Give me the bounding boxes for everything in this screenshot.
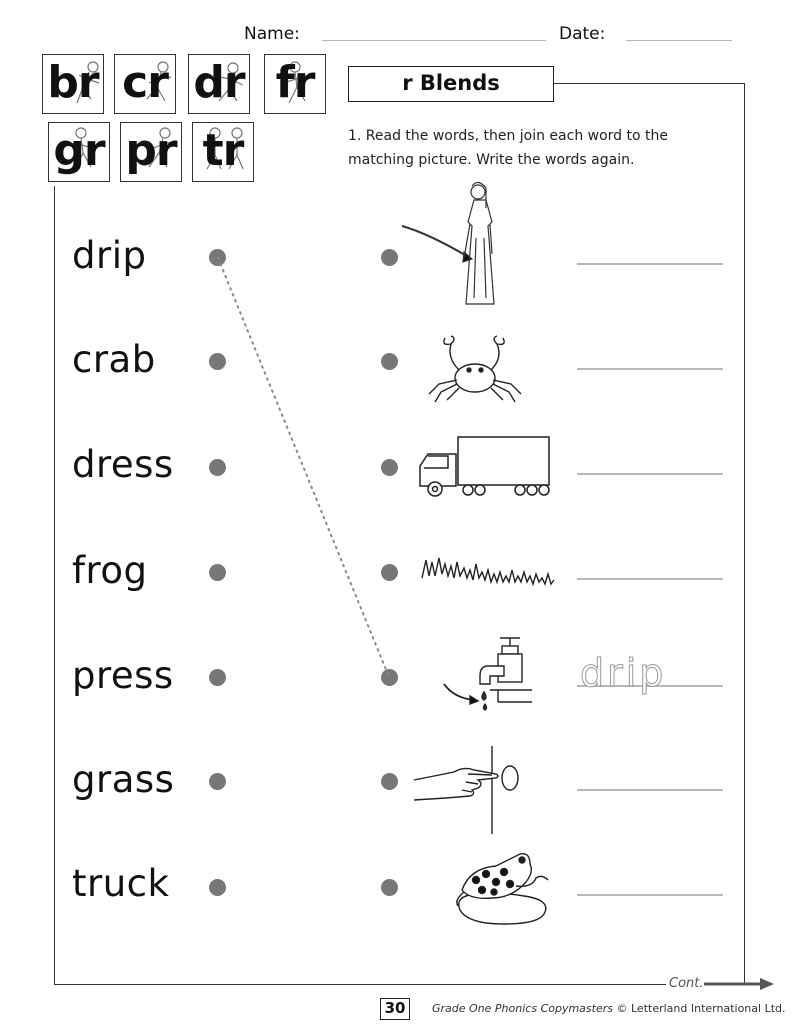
word-truck: truck xyxy=(72,862,170,905)
word-drip: drip xyxy=(72,234,147,277)
blend-letters: tr xyxy=(202,125,244,176)
dress-icon xyxy=(400,178,510,308)
press-finger-icon xyxy=(412,744,522,836)
book-title: Grade One Phonics Copymasters xyxy=(432,1002,613,1015)
traced-example-word: drip xyxy=(580,651,667,695)
blend-letters: br xyxy=(47,57,99,108)
write-line[interactable] xyxy=(577,578,723,580)
frog-icon xyxy=(452,848,554,928)
word-crab: crab xyxy=(72,338,156,381)
blend-tile-cr xyxy=(114,54,176,114)
blend-tile-gr xyxy=(48,122,110,182)
blend-tile-fr xyxy=(264,54,326,114)
blend-letters: fr xyxy=(275,57,315,108)
blend-tile-tr xyxy=(192,122,254,182)
date-label: Date: xyxy=(559,24,606,44)
instructions: 1. Read the words, then join each word to the matching picture. Write the words again. xyxy=(348,128,668,168)
word-press: press xyxy=(72,654,174,697)
arrow-right-icon xyxy=(704,976,776,992)
copyright: © Letterland International Ltd. xyxy=(616,1002,786,1015)
blend-letters: gr xyxy=(53,125,105,176)
crab-icon xyxy=(425,334,525,408)
word-grass: grass xyxy=(72,758,175,801)
footer-credit xyxy=(432,1002,786,1015)
blend-letters: dr xyxy=(193,57,245,108)
name-label: Name: xyxy=(244,24,300,44)
write-line[interactable] xyxy=(577,473,723,475)
word-dress: dress xyxy=(72,443,174,486)
blend-tile-pr xyxy=(120,122,182,182)
word-frog: frog xyxy=(72,549,148,592)
write-line[interactable] xyxy=(577,368,723,370)
drip-tap-icon xyxy=(440,632,532,716)
page-number: 30 xyxy=(380,998,410,1020)
blend-tile-dr xyxy=(188,54,250,114)
blend-tile-br xyxy=(42,54,104,114)
grass-icon xyxy=(420,556,558,592)
blend-letters: pr xyxy=(125,125,177,176)
write-line[interactable] xyxy=(577,263,723,265)
page-title: r Blends xyxy=(348,66,554,102)
write-line[interactable] xyxy=(577,789,723,791)
truck-icon xyxy=(416,434,552,500)
blend-letters: cr xyxy=(122,57,168,108)
continue-label: Cont. xyxy=(666,976,707,991)
write-line[interactable] xyxy=(577,894,723,896)
